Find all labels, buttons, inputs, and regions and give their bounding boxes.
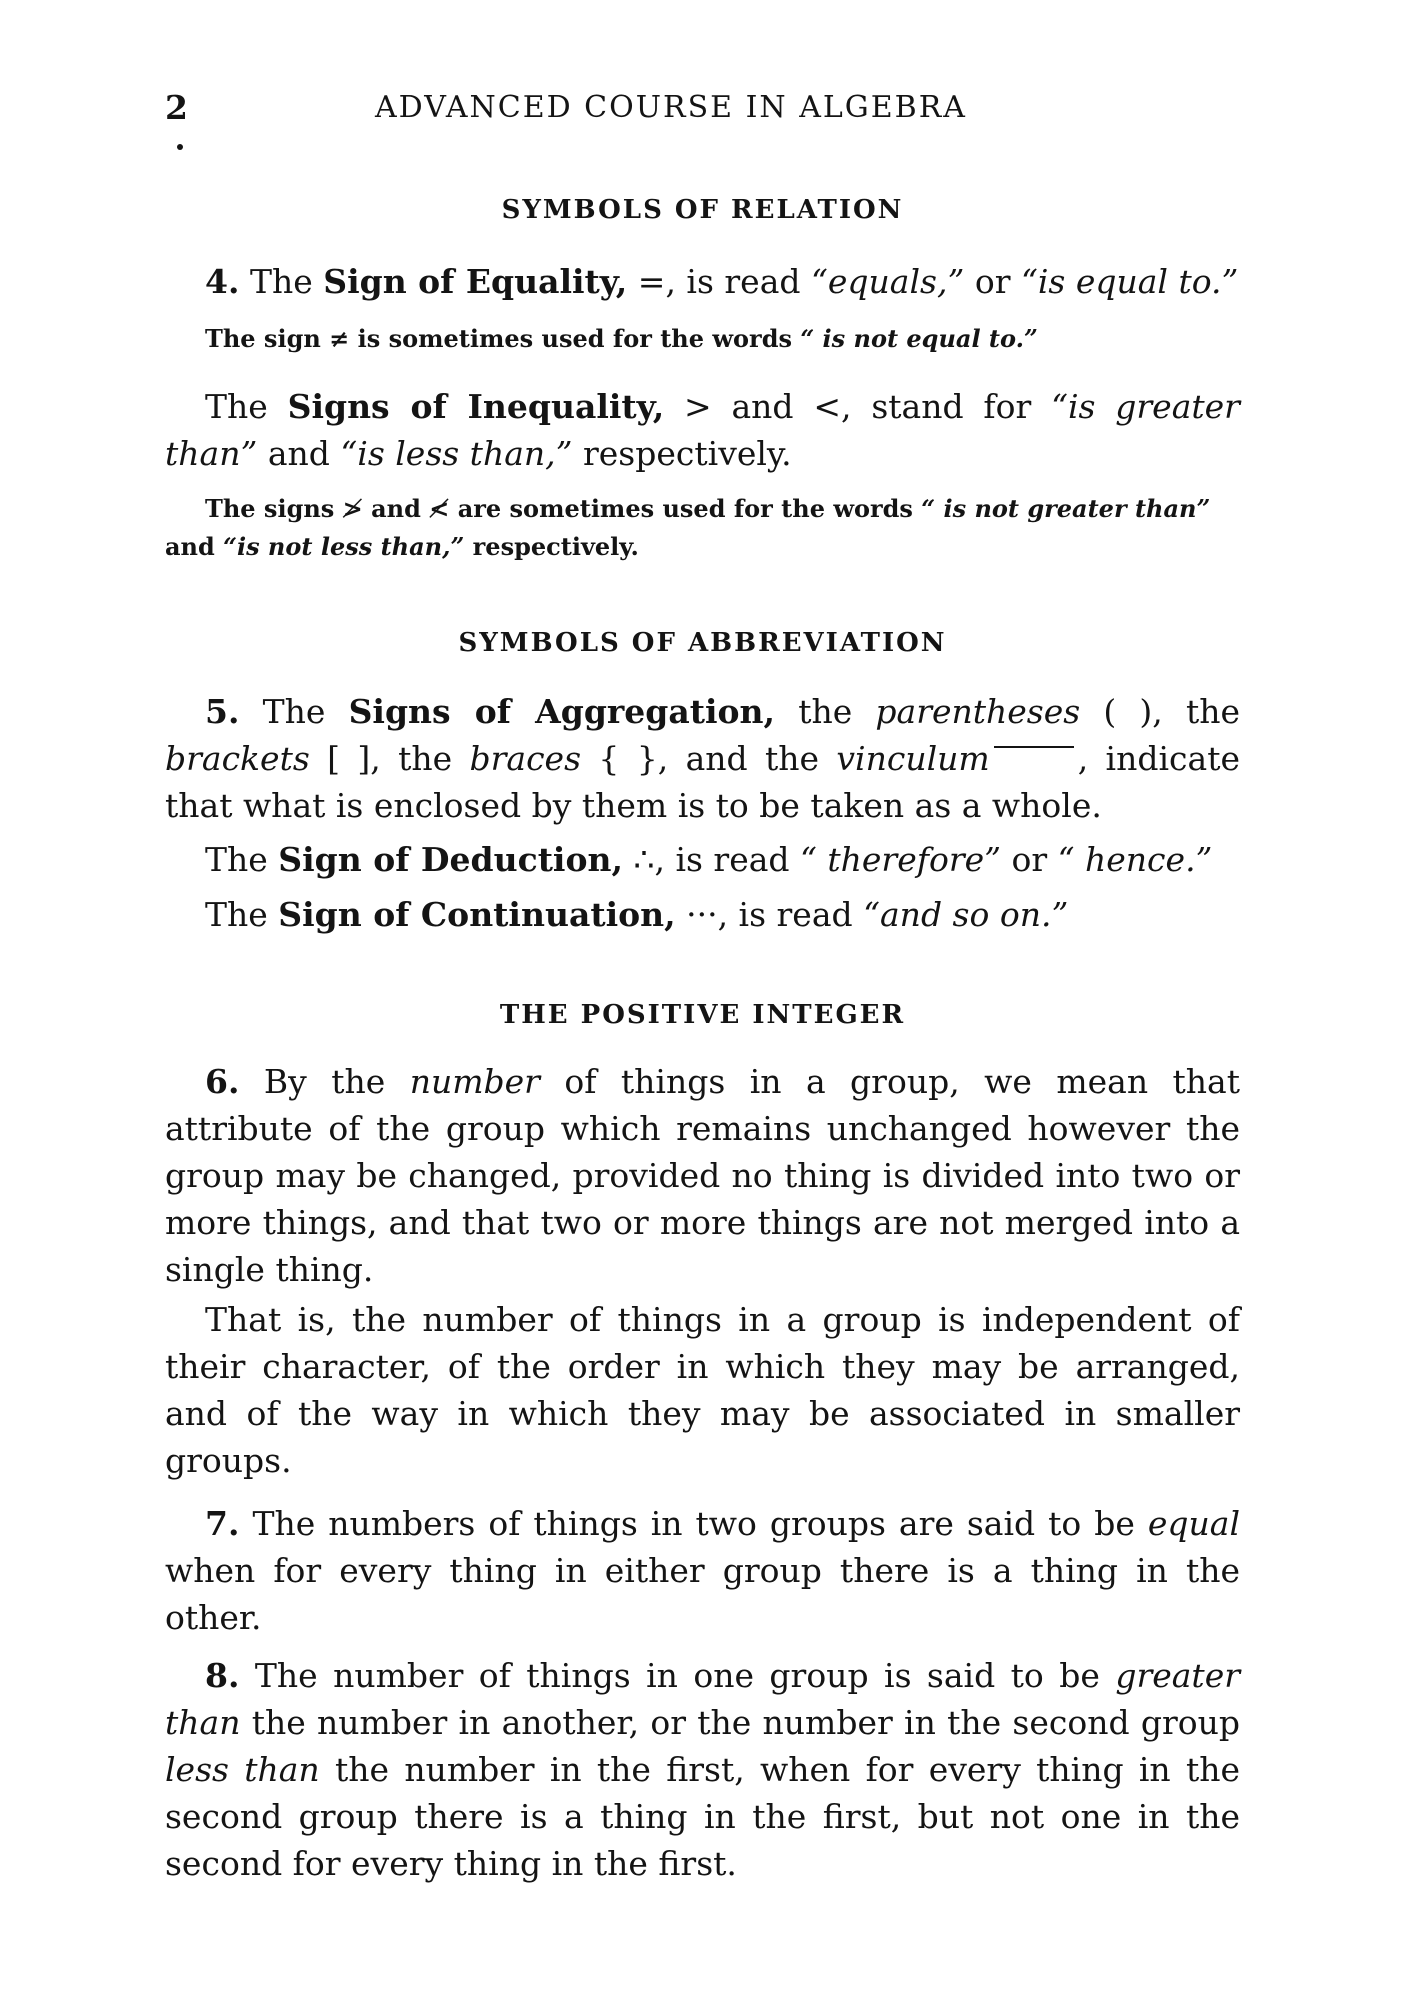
text-run: ∴, is read	[633, 840, 790, 879]
paragraph-8	[165, 1652, 1240, 1887]
text-run: =, is read	[637, 262, 801, 301]
quote-is-not-equal-to: “ is not equal to.”	[800, 324, 1038, 353]
text-run: > and <, stand for	[684, 387, 1032, 426]
quote-is-not-less-than: “is not less than,”	[223, 532, 465, 561]
text-run: when for every thing in either group there is a thing in the other.	[165, 1551, 1240, 1637]
para-number: 8.	[205, 1656, 240, 1695]
section-heading-relation: SYMBOLS OF RELATION	[501, 195, 904, 225]
para-number: 6.	[205, 1062, 240, 1101]
paragraph-5	[165, 688, 1240, 829]
text-run: The number of things in one group is said to be	[254, 1656, 1100, 1695]
text-run: ( ), the	[1103, 692, 1241, 731]
term-sign-of-deduction: Sign of Deduction,	[278, 840, 623, 879]
running-title: ADVANCED COURSE IN ALGEBRA	[375, 90, 967, 125]
text-run: The signs ≯ and ≮ are sometimes used for the words	[205, 494, 913, 523]
quote-is-greater-than: “is greater than”	[165, 387, 1240, 473]
text-run: The numbers of things in two groups are said to be	[252, 1504, 1135, 1543]
para-number: 4.	[205, 262, 240, 301]
section-heading-abbreviation: SYMBOLS OF ABBREVIATION	[458, 628, 947, 658]
term-greater-than: greater than	[165, 1656, 1240, 1742]
text-run: The	[249, 262, 313, 301]
page-number: 2	[165, 88, 188, 127]
term-braces: braces	[469, 739, 582, 778]
term-number: number	[409, 1062, 540, 1101]
text-run: ···, is read	[686, 895, 853, 934]
text-run: respectively.	[583, 434, 792, 473]
text-run: of things in a group, we mean that attribute of the group which remains unchanged however the group may be changed, provided no thing is divided into two or more things, and that two or more things are not merged into a single thing.	[165, 1062, 1240, 1289]
text-run: the number in another, or the number in the second group	[251, 1703, 1240, 1742]
para-number: 5.	[205, 692, 240, 731]
text-run: The sign ≠ is sometimes used for the words	[205, 324, 792, 353]
term-vinculum: vinculum	[836, 739, 990, 778]
text-run: or	[974, 262, 1011, 301]
text-run: The	[205, 840, 268, 879]
text-run: The	[262, 692, 326, 731]
term-equal: equal	[1147, 1504, 1240, 1543]
term-less-than: less than	[165, 1750, 320, 1789]
text-run: or	[1011, 840, 1048, 879]
term-parentheses: parentheses	[875, 692, 1081, 731]
text-run: The	[205, 387, 268, 426]
paragraph-7	[165, 1500, 1240, 1641]
quote-is-equal-to: “is equal to.”	[1020, 262, 1239, 301]
paragraph-continuation	[165, 891, 1240, 938]
term-signs-of-aggregation: Signs of Aggregation,	[348, 692, 776, 731]
paragraph-4	[165, 258, 1240, 305]
text-run: the	[798, 692, 853, 731]
quote-equals: “equals,”	[811, 262, 965, 301]
term-sign-of-equality: Sign of Equality,	[323, 262, 628, 301]
para-number: 7.	[205, 1504, 240, 1543]
text-run: By the	[263, 1062, 386, 1101]
quote-and-so-on: “and so on.”	[863, 895, 1069, 934]
text-run: , indicate that what is enclosed by them is to be taken as a whole.	[165, 739, 1240, 825]
text-run: The	[205, 895, 268, 934]
text-run: and	[267, 434, 330, 473]
term-signs-of-inequality: Signs of Inequality,	[287, 387, 665, 426]
paragraph-inequality	[165, 383, 1240, 477]
quote-is-not-greater-than: “ is not greater than”	[921, 494, 1211, 523]
note-not-greater-not-less	[165, 490, 1240, 566]
paragraph-6	[165, 1058, 1240, 1293]
term-sign-of-continuation: Sign of Continuation,	[278, 895, 676, 934]
stray-dot	[177, 144, 183, 150]
term-brackets: brackets	[165, 739, 310, 778]
quote-therefore: “ therefore”	[800, 840, 1001, 879]
quote-is-less-than: “is less than,”	[340, 434, 573, 473]
text-run: [ ], the	[327, 739, 453, 778]
quote-hence: “ hence.”	[1057, 840, 1213, 879]
text-run: and	[165, 532, 215, 561]
text-run: the number in the first, when for every thing in the second group there is a thing in the first, but not one in the second for every thing in the first.	[165, 1750, 1240, 1883]
text-run: { }, and the	[598, 739, 820, 778]
vinculum-line-icon	[994, 746, 1074, 748]
paragraph-6-continued: That is, the number of things in a group is independent of their character, of the order in which they may be arranged, and of the way in which they may be associated in smaller groups.	[165, 1300, 1240, 1480]
note-not-equal	[165, 320, 1240, 358]
section-heading-positive-integer: THE POSITIVE INTEGER	[499, 1000, 906, 1030]
running-head	[165, 88, 1255, 138]
paragraph-deduction	[165, 836, 1240, 883]
text-run: respectively.	[472, 532, 639, 561]
